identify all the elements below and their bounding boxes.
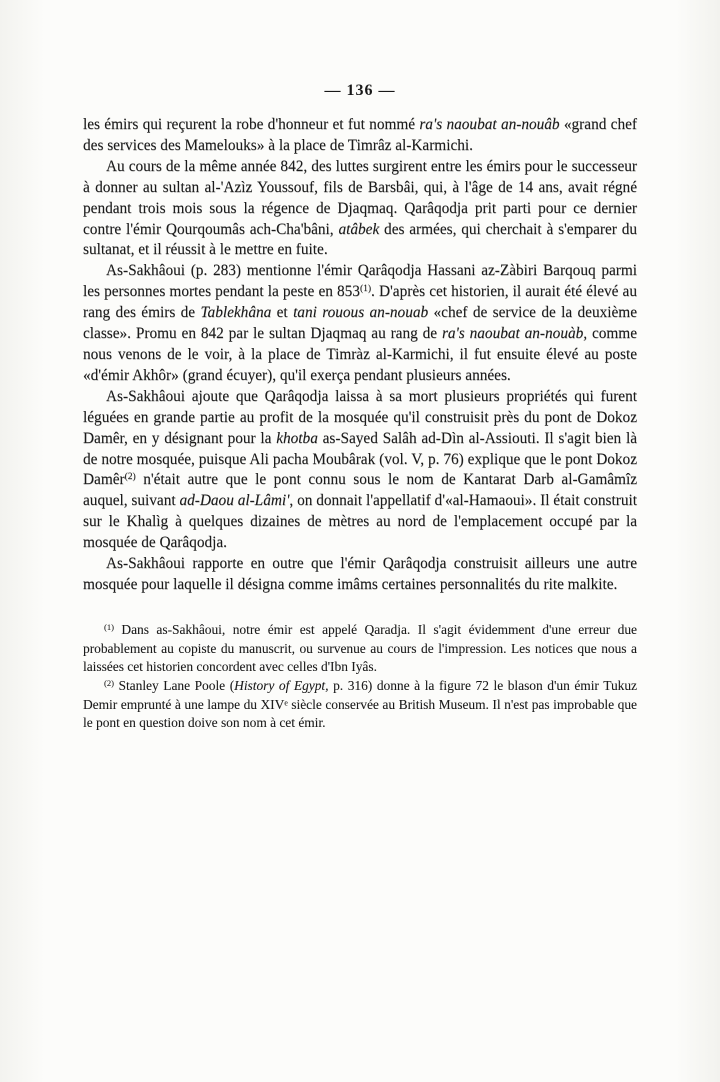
text-run: des armées, qui cherchait à s'emparer du sultanat, et il réussit à le mettre en fuite. [83,220,637,259]
italic-term: ra's naoubat an-nouàb, [441,325,588,343]
italic-term: History of Egypt, [234,677,329,693]
text-run: as-Sayed Salâh ad-Dìn al-Assiouti. Il s'agit bien là de notre mosquée, puisque Ali pacha Moubârak (vol. V, p. 76) explique que le pont Dokoz Damêr [83,429,637,489]
text-run: As-Sakhâoui (p. 283) mentionne l'émir Qarâqodja Hassani az-Zàbiri Barqouq parmi les personnes mortes pendant la peste en 853 [83,262,637,301]
text-run: et [271,304,294,322]
text-run: comme nous venons de le voir, à la place de Timràz al-Karmichi, il fut ensuite élevé au poste «d'émir Akhôr» (grand écuyer), qu'il exerça pendant plusieurs années. [83,325,637,384]
text-run: «chef de service de la deuxième classe». Promu en 842 par le sultan Djaqmaq au rang de [83,304,637,343]
footnote-2 [83,677,637,733]
paragraph-3 [83,261,637,386]
paragraph-1 [83,115,637,157]
footnotes-section [83,621,637,733]
book-page [83,0,637,733]
footnote-marker: (2) [124,472,136,483]
page-number: — 136 — [324,82,396,99]
text-run: As-Sakhâoui ajoute que Qarâqodja laissa à sa mort plusieurs propriétés qui furent léguées en grande partie au profit de la mosquée qu'il construisit près du pont de Dokoz Damêr, en y désignant pour la [83,387,637,447]
text-run: n'était autre que le pont connu sous le nom de Kantarat Darb al-Gamâmîz auquel, suivant [83,471,637,510]
italic-term: atâbek [338,220,380,238]
footnote-marker: (1) [104,621,114,632]
paragraph-2 [83,157,637,262]
italic-term: Tablekhâna [200,304,272,322]
text-run: , on donnait l'appellatif d'«al-Hamaoui». Il était construit sur le Khalìg à quelques dizaines de mètres au nord de l'emplacement occupé par la mosquée de Qarâqodja. [83,492,637,552]
italic-term: ra's naoubat an-nouâb [419,116,560,133]
text-run: Au cours de la même année 842, des luttes surgirent entre les émirs pour le successeur à donner au sultan al-'Azìz Youssouf, fils de Barsbâi, qui, à l'âge de 14 ans, avait régné pendant trois mois sous la régence de Djaqmaq. Qarâqodja prit parti pour ce dernier contre l'émir Qourqoumâs ach-Cha'bâni, [83,157,637,238]
text-run: «grand chef des services des Mamelouks» à la place de Timrâz al-Karmichi. [83,116,637,154]
text-run: Dans as-Sakhâoui, notre émir est appelé Qaradja. Il s'agit évidemment d'une erreur due probablement au copiste du manuscrit, ou survenue au cours de l'impression. Les notices que nous a laissées cet historien concordent avec celles d'Ibn Iyâs. [83,621,637,675]
text-run: As-Sakhâoui rapporte en outre que l'émir Qarâqodja construisit ailleurs une autre mosquée pour laquelle il désigna comme imâms certaines personnalités du rite malkite. [83,555,637,593]
text-run: p. 316) donne à la figure 72 le blason d'un émir Tukuz Demir emprunté à une lampe du XIVᵉ siècle conservée au British Museum. Il n'est pas improbable que le pont en question doive son nom à cet émir. [83,677,637,731]
footnote-marker: (2) [104,677,114,688]
text-run: les émirs qui reçurent la robe d'honneur et fut nommé [83,116,420,133]
italic-term: khotba [276,429,318,447]
paragraph-5 [83,554,637,596]
text-run: Stanley Lane Poole ( [113,677,235,693]
footnote-1 [83,621,637,677]
paragraph-4 [83,387,637,554]
italic-term: tani rouous an-nouab [293,304,429,322]
text-run: . D'après cet historien, il aurait été élevé au rang des émirs de [83,283,637,322]
footnote-marker: (1) [359,284,372,295]
body-text [83,115,637,596]
italic-term: ad-Daou al-Lâmi' [179,492,290,510]
